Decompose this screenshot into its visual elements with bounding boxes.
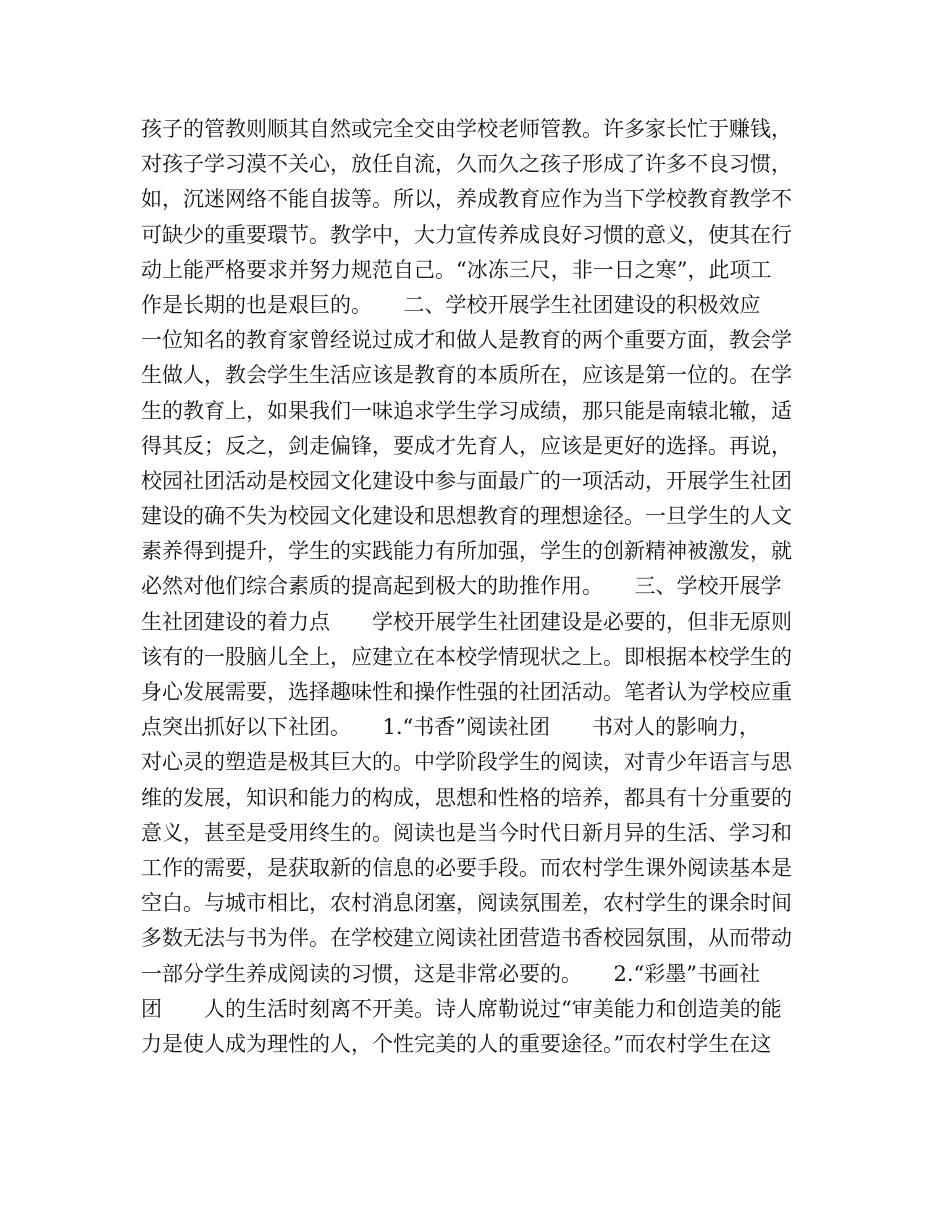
text-line: 素养得到提升，学生的实践能力有所加强，学生的创新精神被激发，就: [141, 539, 792, 564]
text-line: 得其反；反之，剑走偏锋，要成才先育人，应该是更好的选择。再说，: [141, 433, 792, 458]
text-line: 力是使人成为理性的人，个性完美的人的重要途径。”而农村学生在这: [141, 1031, 772, 1056]
text-line: 工作的需要，是获取新的信息的必要手段。而农村学生课外阅读基本是: [141, 855, 792, 880]
text-line: 身心发展需要，选择趣味性和操作性强的社团活动。笔者认为学校应重: [141, 680, 792, 704]
text-line: 校园社团活动是校园文化建设中参与面最广的一项活动，开展学生社团: [141, 468, 792, 493]
text-line: 意义，甚至是受用终生的。阅读也是当今时代日新月异的生活、学习和: [141, 820, 792, 845]
text-line: 生的教育上，如果我们一味追求学生学习成绩，那只能是南辕北辙，适: [141, 398, 792, 423]
text-line: 作是长期的也是艰巨的。 二、学校开展学生社团建设的积极效应: [141, 292, 761, 317]
text-line: 该有的一股脑儿全上，应建立在本校学情现状之上。即根据本校学生的: [141, 644, 792, 669]
text-line: 建设的确不失为校园文化建设和思想教育的理想途径。一旦学生的人文: [141, 504, 792, 529]
text-line: 可缺少的重要環节。教学中，大力宣传养成良好习惯的意义，使其在行: [141, 222, 792, 247]
text-line: 动上能严格要求并努力规范自己。“冰冻三尺，非一日之寒”，此项工: [141, 257, 772, 282]
body-text: [141, 112, 821, 1062]
text-line: 孩子的管教则顺其自然或完全交由学校老师管教。许多家长忙于赚钱，: [141, 117, 792, 141]
text-line: 如，沉迷网络不能自拔等。所以，养成教育应作为当下学校教育教学不: [141, 187, 792, 212]
text-line: 维的发展，知识和能力的构成，思想和性格的培养，都具有十分重要的: [141, 785, 792, 810]
text-line: 空白。与城市相比，农村消息闭塞，阅读氛围差，农村学生的课余时间: [141, 891, 792, 916]
text-line: 必然对他们综合素质的提高起到极大的助推作用。 三、学校开展学: [141, 574, 782, 599]
text-line: 对心灵的塑造是极其巨大的。中学阶段学生的阅读，对青少年语言与思: [141, 750, 792, 775]
text-line: 多数无法与书为伴。在学校建立阅读社团营造书香校园氛围，从而带动: [141, 926, 792, 951]
text-line: 对孩子学习漠不关心，放任自流，久而久之孩子形成了许多不良习惯，: [141, 152, 792, 177]
text-line: 一部分学生养成阅读的习惯，这是非常必要的。 2.“彩墨”书画社: [141, 961, 761, 986]
text-line: 一位知名的教育家曾经说过成才和做人是教育的两个重要方面，教会学: [141, 328, 792, 353]
text-line: 生社团建设的着力点 学校开展学生社团建设是必要的，但非无原则: [141, 609, 792, 634]
text-line: 团 人的生活时刻离不开美。诗人席勒说过“审美能力和创造美的能: [141, 996, 782, 1021]
text-line: 点突出抓好以下社团。 1.“书香”阅读社团 书对人的影响力，: [141, 715, 761, 740]
text-line: 生做人，教会学生生活应该是教育的本质所在，应该是第一位的。在学: [141, 363, 792, 388]
